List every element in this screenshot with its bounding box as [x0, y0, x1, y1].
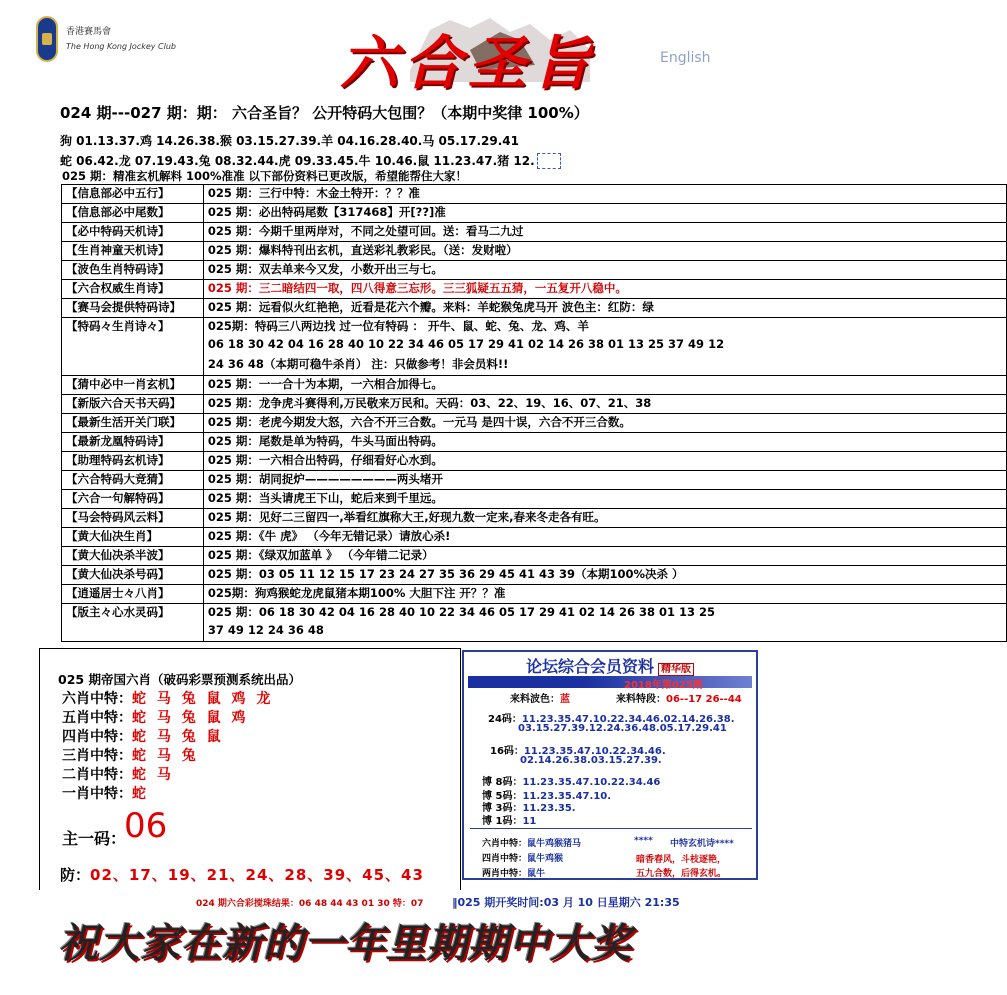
prediction-row [62, 223, 1007, 242]
zodiac-tier-row [62, 688, 273, 708]
row-label: 24码： [488, 714, 522, 725]
prediction-row [62, 566, 1007, 585]
draw-result: 024 期六合彩搅珠结果：06 48 44 43 01 30 特：07 [196, 899, 424, 909]
prediction-value [203, 528, 1006, 547]
row-value: 11.23.35.47.10.22.34.46.02.14.26.38. [521, 714, 735, 725]
prediction-value [203, 433, 1006, 452]
zodiac-number-line [60, 152, 561, 170]
prediction-text: 025 期：三行中特：木金土特开：？？准 [207, 186, 420, 200]
tier-value: 蛇 马 兔 鼠 鸡 [132, 710, 249, 726]
prediction-label: 【马会特码风云料】 [62, 509, 204, 528]
tier-value: 蛇 马 兔 [132, 748, 199, 764]
prediction-value [203, 204, 1006, 223]
prediction-value [203, 376, 1006, 395]
prediction-text: 025 期：龙争虎斗赛得利,万民敬来万民和。天码：03、22、19、16、07、21、38 [207, 396, 652, 410]
tail-label: 来料特段： [616, 694, 666, 705]
zodiac-tier-row [62, 764, 174, 784]
prediction-label: 【逍遥居士々八肖】 [62, 585, 204, 604]
forum-header-bar [468, 676, 752, 688]
tier-label: 三肖中特： [62, 748, 132, 764]
notice-text: 025 期：精准玄机解料 100%准准 以下部份资料已更改版，希望能帮住大家！ [62, 169, 468, 183]
wave-label: 来料波色： [510, 694, 560, 705]
prediction-text: 025 期：老虎今期发大怒，六合不开三合数。一元马 是四十误，六合不开三合数。 [207, 415, 631, 429]
prediction-text: 025 期：《牛 虎》 （今年无错记录）请放心杀! [207, 529, 451, 543]
prediction-row [62, 528, 1007, 547]
prediction-value [203, 509, 1006, 528]
site-title: 六合圣旨 [340, 29, 597, 97]
forum-four-zodiac [482, 851, 563, 864]
logo-chinese-name: 香港賽馬會 [66, 27, 112, 37]
prediction-value [203, 318, 1006, 376]
prediction-row [62, 452, 1007, 471]
prediction-text: 025 期：爆料特刊出玄机，直送彩礼教彩民。（送：发财啦） [207, 243, 518, 257]
row-value: 11.23.35.47.10.22.34.46 [522, 777, 661, 788]
forum-16-codes-cont: 02.14.26.38.03.15.27.39. [520, 755, 662, 766]
prediction-row [62, 471, 1007, 490]
prediction-row [62, 185, 1007, 204]
prediction-value [203, 414, 1006, 433]
prediction-label: 【黄大仙决生肖】 [62, 528, 204, 547]
prediction-label: 【波色生肖特码诗】 [62, 261, 204, 280]
zodiac-tier-row [62, 726, 224, 746]
zodiac-tier-row [62, 783, 149, 803]
prediction-row [62, 490, 1007, 509]
row-value: 11.23.35.47.10. [522, 791, 612, 802]
logo-english-name: The Hong Kong Jockey Club [66, 42, 177, 51]
prediction-text-cont: 06 18 30 42 04 16 28 40 10 22 34 46 05 17 29 41 02 14 26 38 01 13 25 37 49 12 [207, 337, 725, 351]
page-heading: 024 期---027 期：期： 六合圣旨？ 公开特码大包围？（本期中奖律 100%） [60, 104, 589, 122]
row-value: 11.23.35.47.10.22.34.46. [523, 746, 666, 757]
prediction-value [203, 223, 1006, 242]
prediction-value [203, 242, 1006, 261]
summary-label: 两肖中特： [482, 869, 528, 879]
prediction-row [62, 585, 1007, 604]
tail-value: 06--17 26--44 [666, 694, 742, 705]
prediction-label: 【助理特码玄机诗】 [62, 452, 204, 471]
prediction-label: 【赛马会提供特码诗】 [62, 299, 204, 318]
prediction-value [203, 604, 1006, 642]
prediction-row [62, 509, 1007, 528]
prediction-text: 025 期：三二暗结四一取，四八得意三忘形。三三狐疑五五猜，一五复开八稳中。 [207, 281, 627, 295]
tier-label: 五肖中特： [62, 710, 132, 726]
prediction-row [62, 280, 1007, 299]
forum-special-poem-title: 中特玄机诗**** [670, 839, 734, 849]
prediction-label: 【特码々生肖诗々】 [62, 318, 204, 376]
forum-wave-color [510, 690, 570, 705]
prediction-row [62, 318, 1007, 376]
row-label: 博 5码： [482, 791, 523, 802]
forum-special-range [616, 690, 742, 705]
prediction-value [203, 471, 1006, 490]
main-code-value: 06 [124, 806, 168, 846]
zodiac-tier-row [62, 745, 199, 765]
prediction-row [62, 299, 1007, 318]
prediction-text: 025 期：今期千里两岸对，不同之处望可回。送：看马二九过 [207, 224, 524, 238]
forum-1-code [482, 812, 536, 827]
zodiac-number-line: 狗 01.13.37.鸡 14.26.38.猴 03.15.27.39.羊 04.16.28.40.马 05.17.29.41 [60, 134, 519, 148]
prediction-text: 025 期：尾数是单为特码，牛头马面出特码。 [207, 434, 443, 448]
summary-label: 四肖中特： [482, 854, 528, 864]
forum-poem-line: 五九合数，后得玄机。 [636, 869, 727, 879]
prediction-row [62, 261, 1007, 280]
prediction-text: 025 期：胡同捉炉————————两头堵开 [207, 472, 443, 486]
summary-value: 鼠牛鸡猴 [527, 854, 564, 864]
prediction-row [62, 433, 1007, 452]
tier-value: 蛇 马 兔 鼠 鸡 龙 [132, 691, 274, 707]
tier-value: 蛇 [132, 786, 149, 802]
forum-title [462, 654, 758, 677]
prediction-label: 【猜中必中一肖玄机】 [62, 376, 204, 395]
prediction-label: 【六合一句解特码】 [62, 490, 204, 509]
prediction-label: 【六合权威生肖诗】 [62, 280, 204, 299]
prediction-label: 【信息部必中尾数】 [62, 204, 204, 223]
prediction-text: 025 期：远看似火红艳艳，近看是花六个瓣。来料：羊蛇猴兔虎马开 波色主：红防：绿 [207, 300, 654, 314]
prediction-text: 025期：特码三八两边找 过一位有特码 ： 开牛、鼠、蛇、兔、龙、鸡、羊 [207, 319, 589, 333]
defense-line [60, 864, 424, 885]
prediction-text: 025 期：双去单来今又发，小数开出三与七。 [207, 262, 443, 276]
defense-label: 防： [60, 866, 91, 884]
jockey-club-logo-icon [36, 16, 58, 62]
prediction-value [203, 280, 1006, 299]
prediction-row [62, 414, 1007, 433]
tier-label: 四肖中特： [62, 729, 132, 745]
prediction-value [203, 261, 1006, 280]
prediction-label: 【新版六合天书天码】 [62, 395, 204, 414]
prediction-text: 025 期：一六相合出特码，仔细看好心水到。 [207, 453, 443, 467]
prediction-text: 025 期：03 05 11 12 15 17 23 24 27 35 36 29 45 41 43 39（本期100%决杀 ） [207, 567, 684, 581]
row-value: 11.23.35. [522, 803, 576, 814]
row-label: 16码： [490, 746, 524, 757]
tier-label: 一肖中特： [62, 786, 132, 802]
prediction-value [203, 299, 1006, 318]
prediction-value [203, 452, 1006, 471]
tier-label: 二肖中特： [62, 767, 132, 783]
forum-stars: **** [634, 836, 653, 846]
summary-value: 鼠牛 [527, 869, 546, 879]
prediction-label: 【六合特码大竞猜】 [62, 471, 204, 490]
six-zodiac-title: 025 期帝国六肖（破码彩票预测系统出品） [58, 672, 301, 687]
tier-value: 蛇 马 [132, 767, 174, 783]
forum-six-zodiac [482, 836, 581, 849]
row-label: 博 3码： [482, 803, 523, 814]
summary-value: 鼠牛鸡猴猪马 [527, 839, 582, 849]
prediction-label: 【必中特码天机诗】 [62, 223, 204, 242]
forum-two-zodiac [482, 866, 545, 879]
forum-8-codes [482, 773, 660, 788]
prediction-text-cont: 24 36 48（本期可稳牛杀肖） 注：只做参考！非会员料!! [207, 357, 509, 371]
prediction-label: 【版主々心水灵码】 [62, 604, 204, 642]
prediction-text: 025期：狗鸡猴蛇龙虎鼠猪本期100% 大胆下注 开？？准 [207, 586, 506, 600]
prediction-text: 025 期：见好二三留四一,举看红旗称大王,好现九数一定来,春来冬走各有旺。 [207, 510, 606, 524]
prediction-value [203, 547, 1006, 566]
prediction-row [62, 547, 1007, 566]
row-value: 11 [522, 816, 537, 827]
prediction-row [62, 204, 1007, 223]
forum-divider [470, 828, 752, 829]
forum-24-codes-cont: 03.15.27.39.12.24.36.48.05.17.29.41 [518, 723, 727, 734]
prediction-label: 【最新生活开关门联】 [62, 414, 204, 433]
english-link[interactable]: English [660, 50, 711, 66]
forum-issue-date: 2018年第025期 [624, 680, 703, 691]
prediction-label: 【生肖神童天机诗】 [62, 242, 204, 261]
prediction-row [62, 242, 1007, 261]
row-label: 博 8码： [482, 777, 523, 788]
forum-edition-tag: 精华版 [658, 663, 694, 676]
forum-title-text: 论坛综合会员资料 [525, 657, 654, 676]
prediction-row [62, 395, 1007, 414]
zodiac-tier-row [62, 707, 249, 727]
tier-value: 蛇 马 兔 鼠 [132, 729, 224, 745]
tier-label: 六肖中特： [62, 691, 132, 707]
prediction-label: 【最新龙凰特码诗】 [62, 433, 204, 452]
prediction-row [62, 376, 1007, 395]
prediction-value [203, 395, 1006, 414]
prediction-label: 【黄大仙决杀号码】 [62, 566, 204, 585]
prediction-label: 【信息部必中五行】 [62, 185, 204, 204]
prediction-label: 【黄大仙决杀半波】 [62, 547, 204, 566]
prediction-value [203, 490, 1006, 509]
prediction-text: 025 期：必出特码尾数【317468】开[??]准 [207, 205, 446, 219]
forum-poem-line: 暗香春风，斗枝逐艳， [636, 855, 727, 865]
prediction-text: 025 期：当头请虎王下山，蛇后来到千里远。 [207, 491, 443, 505]
wave-value: 蓝 [560, 694, 570, 705]
prediction-text: 025 期：06 18 30 42 04 16 28 40 10 22 34 46 05 17 29 41 02 14 26 38 01 13 25 [207, 605, 716, 619]
prediction-text: 025 期：《绿双加蓝单 》 （今年错二记录） [207, 548, 434, 562]
prediction-text-cont: 37 49 12 24 36 48 [207, 623, 324, 637]
zodiac-number-text: 蛇 06.42.龙 07.19.43.兔 08.32.44.虎 09.33.45.牛 10.46.鼠 11.23.47.猪 12. [60, 154, 535, 168]
broken-image-icon [537, 153, 561, 169]
predictions-table [61, 184, 1007, 642]
prediction-value [203, 185, 1006, 204]
prediction-text: 025 期：一一合十为本期，一六相合加得七。 [207, 377, 443, 391]
defense-value: 02、17、19、21、24、28、39、45、43 [90, 866, 424, 884]
row-label: 博 1码： [482, 816, 523, 827]
next-draw-time: ‖025 期开奖时间:03 月 10 日星期六 21:35 [452, 896, 680, 909]
main-code-label: 主一码： [62, 829, 127, 848]
prediction-value [203, 566, 1006, 585]
blessing-banner: 祝大家在新的一年里期期中大奖 [58, 920, 632, 967]
prediction-row [62, 604, 1007, 642]
prediction-value [203, 585, 1006, 604]
summary-label: 六肖中特： [482, 839, 528, 849]
